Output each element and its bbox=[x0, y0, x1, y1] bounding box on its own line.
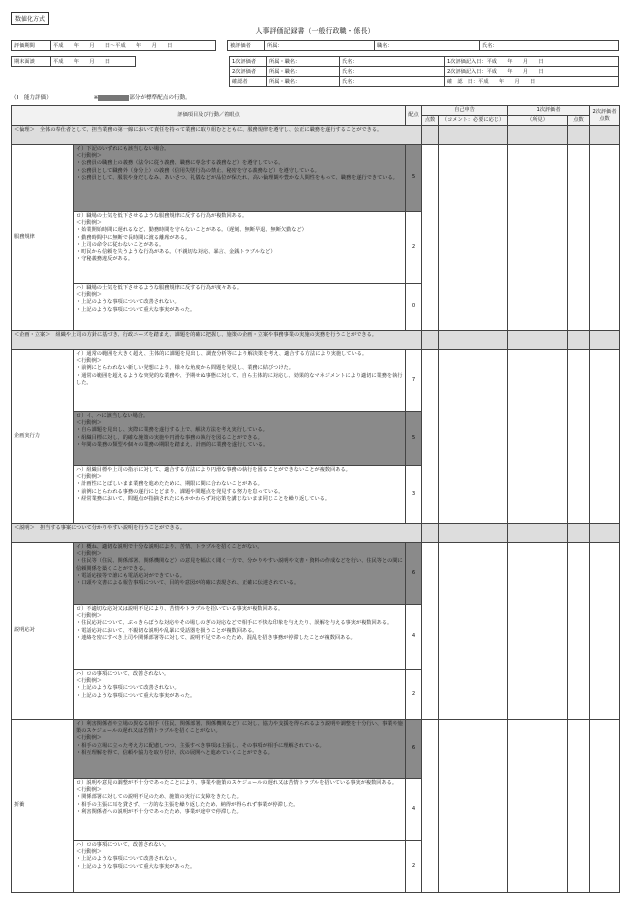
section-label: （Ⅰ 能力評価） bbox=[11, 95, 52, 101]
behavior-description bbox=[74, 412, 406, 466]
behavior-line: ・上記のような事項について重大な事実があった。 bbox=[76, 306, 196, 313]
score-cell: 5 bbox=[406, 412, 422, 466]
ev1-score-input[interactable] bbox=[568, 145, 590, 331]
behavior-description bbox=[74, 779, 406, 841]
ev1-opinion-input[interactable] bbox=[508, 350, 568, 524]
self-comment-input[interactable] bbox=[439, 720, 508, 893]
behavior-line: ・組織目標に対し、的確な施策の実施や円滑な事務の執行を図ることができる。 bbox=[76, 434, 263, 441]
behavior-line: ・勤務時間中に無断で長時間に渡る離席がある。 bbox=[76, 234, 191, 241]
ev2-score-input[interactable] bbox=[590, 543, 620, 720]
period-label: 評価期間 bbox=[12, 41, 51, 51]
col-ev1: 1次評価者 bbox=[508, 106, 590, 116]
behavior-line: ＜行動例＞ bbox=[76, 420, 102, 427]
behavior-line: ハ）ロの事項について、改善されない。 bbox=[76, 671, 170, 677]
behavior-row bbox=[12, 543, 620, 605]
behavior-line: ・始業開始時間に遅れるなど、勤務時間を守らないことがある。（遅刻、無断早退、無断欠勤など） bbox=[76, 227, 307, 234]
behavior-line: ・公務員として職務外（身分上）の義務（信用失墜行為の禁止、秘密を守る義務など）を遵守している。 bbox=[76, 167, 320, 174]
behavior-line: ・住民応対について、ぶっきらぼうな対応やその場しのぎの対応などで相手に不快な印象を与えたり、誤解を与える事実が複数回ある。 bbox=[76, 620, 393, 627]
behavior-line: ＜行動例＞ bbox=[76, 220, 102, 227]
ev1-name[interactable]: 氏名： bbox=[340, 57, 445, 67]
conf-name[interactable]: 氏名： bbox=[340, 77, 445, 87]
behavior-line: ハ）職場の士気を低下させるような服務規律に反する行為が度々ある。 bbox=[76, 285, 243, 291]
end-interview-value[interactable]: 平成 年 月 日 bbox=[51, 57, 136, 67]
behavior-line: イ）概ね、適切な説明で十分な説明により、苦情、トラブルを招くことがない。 bbox=[76, 544, 263, 550]
behavior-line: ＜行動例＞ bbox=[76, 474, 102, 481]
category-heading: ＜倫理＞ 全体の奉仕者として、担当業務の第一線において責任を持って業務に取り組むとともに、服務規律を遵守し、公正に職務を遂行することができる。 bbox=[12, 126, 422, 145]
behavior-description bbox=[74, 466, 406, 524]
evaluatee-name[interactable]: 氏名： bbox=[480, 41, 619, 51]
category-header-row bbox=[12, 126, 620, 145]
behavior-line: ・電話応接等で誰にも電話応対ができている。 bbox=[76, 572, 185, 579]
ev1-date[interactable]: 1次評価記入日：平成 年 月 日 bbox=[445, 57, 619, 67]
behavior-line: ロ）職場の士気を低下させるような服務規律に反する行為が複数回ある。 bbox=[76, 213, 248, 219]
conf-label: 確認者 bbox=[230, 77, 267, 87]
behavior-description bbox=[74, 145, 406, 212]
behavior-line: ＜行動例＞ bbox=[76, 678, 102, 685]
col-score: 配点 bbox=[406, 106, 422, 126]
behavior-line: イ）下記のいずれにも該当しない場合。 bbox=[76, 146, 170, 152]
behavior-line: ・自ら課題を見出し、実際に業務を遂行する上で、解決方法を考え実行している。 bbox=[76, 427, 268, 434]
behavior-line: ・上記のような事項について改善されない。 bbox=[76, 299, 180, 306]
behavior-line: ＜行動例＞ bbox=[76, 613, 102, 620]
ev2-score-input[interactable] bbox=[590, 720, 620, 893]
category-heading: ＜企画・立案＞ 組織や上司の方針に基づき、行政ニーズを踏まえ、課題を的確に把握し、施策の企画・立案や事務事業の実施の実務を行うことができる。 bbox=[12, 331, 422, 350]
behavior-line: ・相互理解を得て、信頼や協力を取り付け、次の展開へと進めていくことができる。 bbox=[76, 749, 273, 756]
behavior-description bbox=[74, 543, 406, 605]
behavior-description bbox=[74, 284, 406, 331]
evaluatee-affil[interactable]: 所属： bbox=[265, 41, 375, 51]
col-ev2: 2次評価者点数 bbox=[590, 106, 620, 126]
behavior-line: ・上記のような事項について改善されない。 bbox=[76, 856, 180, 863]
behavior-description bbox=[74, 670, 406, 720]
score-cell: 0 bbox=[406, 284, 422, 331]
behavior-row bbox=[12, 350, 620, 412]
evaluator-table bbox=[229, 56, 619, 87]
behavior-row bbox=[12, 720, 620, 779]
behavior-line: ・電話応対において、不親切な説明や乱暴に受話器を扱うことが複数回ある。 bbox=[76, 627, 258, 634]
evaluatee-label: 被評価者 bbox=[228, 41, 265, 51]
self-score-input[interactable] bbox=[422, 720, 439, 893]
header-end-table bbox=[11, 56, 136, 67]
table-header-row bbox=[12, 106, 620, 116]
behavior-line: ・上記のような事項について重大な事実があった。 bbox=[76, 692, 196, 699]
ev2-score-input[interactable] bbox=[590, 145, 620, 331]
behavior-line: ・計画性にとぼしいまま業務を進めたために、期限に間に合わないことがある。 bbox=[76, 481, 263, 488]
behavior-line: ＜行動例＞ bbox=[76, 153, 102, 160]
behavior-line: ・関係部署に対しての説明不足のため、施策の実行に支障をきたした。 bbox=[76, 794, 242, 801]
ev1-score-input[interactable] bbox=[568, 350, 590, 524]
col-item: 評価項目及び行動／着眼点 bbox=[12, 106, 406, 126]
behavior-row bbox=[12, 145, 620, 212]
ev2-name[interactable]: 氏名： bbox=[340, 67, 445, 77]
behavior-line: ＜行動例＞ bbox=[76, 551, 102, 558]
behavior-line: ・上司の命令に従わないことがある。 bbox=[76, 241, 165, 248]
behavior-line: ・守秘義務違反がある。 bbox=[76, 256, 134, 263]
end-interview-label: 期末面談 bbox=[12, 57, 51, 67]
category-header-row bbox=[12, 331, 620, 350]
ev1-opinion-input[interactable] bbox=[508, 543, 568, 720]
category-heading: ＜説明＞ 担当する事案について分かりやすい説明を行うことができる。 bbox=[12, 524, 422, 543]
behavior-line: ・利害関係者への説明が不十分であったため、事業が途中で停滞した。 bbox=[76, 808, 242, 815]
behavior-description bbox=[74, 720, 406, 779]
gray-swatch: ■■■■ bbox=[98, 95, 129, 101]
score-cell: 6 bbox=[406, 720, 422, 779]
behavior-description bbox=[74, 212, 406, 284]
behavior-line: ＜行動例＞ bbox=[76, 787, 102, 794]
self-comment-input[interactable] bbox=[439, 350, 508, 524]
self-score-input[interactable] bbox=[422, 543, 439, 720]
item-name: 説明応対 bbox=[12, 543, 74, 720]
behavior-line: イ）利害関係者や立場の異なる相手（住民、関係部署、関係機関など）に対し、協力や支援を得られるよう説明や調整を十分行い、事業や施策のスケジュールの遅れ又は苦情トラブルを招くことがない。 bbox=[76, 721, 403, 735]
behavior-description bbox=[74, 841, 406, 893]
item-name: 服務規律 bbox=[12, 145, 74, 331]
conf-date[interactable]: 確 認 日：平成 年 月 日 bbox=[445, 77, 619, 87]
behavior-line: ・上記のような事項について重大な事実があった。 bbox=[76, 863, 196, 870]
behavior-line: ・通常の範囲を超えるような突発的な業務や、予期せぬ事態に対して、自ら主体的に対応し、効果的なマネジメントにより適切に業務を執行した。 bbox=[76, 372, 403, 386]
self-comment-input[interactable] bbox=[439, 543, 508, 720]
self-score-input[interactable] bbox=[422, 145, 439, 331]
ev2-label: 2次評価者 bbox=[230, 67, 267, 77]
behavior-line: ・上記のような事項について改善されない。 bbox=[76, 685, 180, 692]
self-score-input[interactable] bbox=[422, 350, 439, 524]
behavior-description bbox=[74, 605, 406, 670]
behavior-line: ・公務員の職務上の義務（法令に従う義務、職務に専念する義務など）を遵守している。 bbox=[76, 160, 284, 167]
score-cell: 2 bbox=[406, 841, 422, 893]
ev2-affpost[interactable]: 所属・職名： bbox=[267, 67, 340, 77]
behavior-description bbox=[74, 350, 406, 412]
col-ev1-pt: 点数 bbox=[568, 116, 590, 126]
behavior-line: ・前例にとらわれる事務の遂行にとどまり、課題や問題点を発見する努力を怠っている。 bbox=[76, 488, 284, 495]
col-opinion: （所見） bbox=[508, 116, 568, 126]
section-note: 部分が標準配点の行動。 bbox=[129, 95, 191, 101]
section-heading: （Ⅰ 能力評価） ※ ■■■■ 部分が標準配点の行動。 bbox=[11, 95, 191, 101]
behavior-line: ・公務員として、服装や身だしなみ、あいさつ、礼儀などが品位が保たれ、高い倫理観や豊かな人間性をもって、職務を遂行できている。 bbox=[76, 174, 398, 181]
behavior-line: ・連絡を密にすべき上司や関係部署等に対して、説明不足であったため、混乱を招き事務が停滞したことが複数回ある。 bbox=[76, 634, 356, 641]
self-comment-input[interactable] bbox=[439, 145, 508, 331]
score-cell: 6 bbox=[406, 543, 422, 605]
col-comment: （コメント：必要に応じ） bbox=[439, 116, 508, 126]
behavior-line: ＜行動例＞ bbox=[76, 849, 102, 856]
method-tag: 数値化方式 bbox=[11, 12, 49, 25]
behavior-line: ・住民等（住民、関係部署、関係機関など）の意見を幅広く聞く一方で、分かりやすい説明や文書・資料の作成などを行い、住民等との間に信頼関係を築くことができる。 bbox=[76, 558, 403, 572]
col-self-pt: 点数 bbox=[422, 116, 439, 126]
ev1-opinion-input[interactable] bbox=[508, 720, 568, 893]
category-header-row bbox=[12, 524, 620, 543]
behavior-line: ＜行動例＞ bbox=[76, 358, 102, 365]
behavior-line: イ）通常の範囲を大きく超え、主体的に課題を見出し、調査分析等により解決策を考え、適合する方法により実施している。 bbox=[76, 351, 368, 357]
item-name: 折衝 bbox=[12, 720, 74, 893]
conf-affpost[interactable]: 所属・職名： bbox=[267, 77, 340, 87]
behavior-line: ＜行動例＞ bbox=[76, 292, 102, 299]
header-period-table bbox=[11, 40, 619, 51]
evaluation-table bbox=[11, 105, 620, 893]
score-cell: 3 bbox=[406, 466, 422, 524]
behavior-line: ・前例にとらわれない新しい発想により、様々な角度から問題を発見し、業務に結びつけた。 bbox=[76, 365, 294, 372]
score-cell: 4 bbox=[406, 605, 422, 670]
score-cell: 2 bbox=[406, 670, 422, 720]
ev1-label: 1次評価者 bbox=[230, 57, 267, 67]
score-cell: 4 bbox=[406, 779, 422, 841]
item-name: 企画実行力 bbox=[12, 350, 74, 524]
behavior-line: ・口頭や文書による報告事項について、目的や意図が的確に表現され、正確に伝達されている。 bbox=[76, 580, 300, 587]
behavior-line: ロ）不適切な応対又は説明不足により、苦情やトラブルを招いている事実が複数回ある。 bbox=[76, 606, 284, 612]
ev1-opinion-input[interactable] bbox=[508, 145, 568, 331]
evaluatee-post[interactable]: 職名： bbox=[375, 41, 480, 51]
behavior-line: ・相手の立場に立った考え方に配慮しつつ、主張すべき事項は主張し、その事項が相手に理解されている。 bbox=[76, 742, 325, 749]
behavior-line: ＜行動例＞ bbox=[76, 735, 102, 742]
ev1-affpost[interactable]: 所属・職名： bbox=[267, 57, 340, 67]
ev1-score-input[interactable] bbox=[568, 720, 590, 893]
score-cell: 7 bbox=[406, 350, 422, 412]
behavior-line: ・経常業務において、問題点が指摘されたにもかかわらず対応策を講じないまま同じことを繰り返している。 bbox=[76, 495, 331, 502]
period-value[interactable]: 平成 年 月 日～平成 年 月 日 bbox=[51, 41, 216, 51]
behavior-line: ・相手の主張に耳を貸さず、一方的な主張を繰り返したため、納得が得られず事業が停滞した。 bbox=[76, 801, 299, 808]
ev2-score-input[interactable] bbox=[590, 350, 620, 524]
behavior-line: ・年間の業務の類型や個々の業務の期限を踏まえ、計画的に業務を遂行している。 bbox=[76, 441, 269, 448]
behavior-line: ハ）ロの事項について、改善されない。 bbox=[76, 842, 170, 848]
score-cell: 5 bbox=[406, 145, 422, 212]
score-cell: 2 bbox=[406, 212, 422, 284]
ev1-score-input[interactable] bbox=[568, 543, 590, 720]
behavior-line: ロ）説明や意見の調整が不十分であったことにより、事業や施策のスケジュールの遅れ又は苦情トラブルを招いている事実が複数回ある。 bbox=[76, 780, 398, 786]
behavior-line: ハ）組織目標や上司の指示に対して、適合する方法により円滑な事務の執行を図ることができないことが複数回ある。 bbox=[76, 467, 351, 473]
col-self: 自己申告 bbox=[422, 106, 508, 116]
behavior-line: ロ）イ、ハに該当しない場合。 bbox=[76, 413, 149, 419]
behavior-line: ・町民から信頼を失うような行為がある。（不親切な対応、暴言、金銭トラブルなど） bbox=[76, 249, 276, 256]
ev2-date[interactable]: 2次評価記入日：平成 年 月 日 bbox=[445, 67, 619, 77]
document-title: 人事評価記録書（一般行政職・係長） bbox=[255, 27, 375, 35]
